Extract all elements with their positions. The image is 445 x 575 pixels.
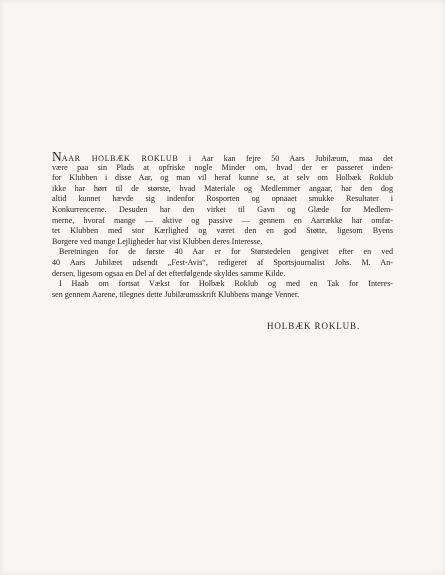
paragraph-2-line: Beretningen for de første 40 Aar er for Størstedelen gengivet efter en ved xyxy=(59,247,393,257)
paragraph-1-line: merne, hvoraf mange — aktive og passive — gennem en Aarrække har omfat- xyxy=(52,215,393,225)
paragraph-3-line: I Haab om fortsat Vækst for Holbæk Roklub og med en Tak for Interes- xyxy=(59,279,393,289)
line-1-rest: i Aar kan fejre 50 Aars Jubilæum, maa det xyxy=(178,154,394,163)
letter-body xyxy=(52,149,394,300)
paragraph-1-line: altid kunnet hævde sig indenfor Rosporten og opnaaet smukke Resultater i xyxy=(52,194,393,204)
paragraph-1-line: ikke har hørt til de største, hvad Materiale og Medlemmer angaar, har den dog xyxy=(52,183,393,193)
paragraph-1-line: for Klubben i disse Aar, og man vil heraf kunne se, at selv om Holbæk Roklub xyxy=(52,173,393,183)
opening-caps: AAR HOLBÆK ROKLUB xyxy=(61,154,179,163)
paragraph-1-line-1 xyxy=(52,149,394,164)
drop-cap: N xyxy=(52,149,62,164)
paragraph-1-line: Konkurrencerne. Desuden har den virket til Gavn og Glæde for Medlem- xyxy=(52,204,393,214)
paragraph-2-line: dersen, ligesom ogsaa en Del af det efterfølgende skyldes samme Kilde. xyxy=(52,268,286,278)
paragraph-1-line: Borgere ved mange Lejligheder har vist Klubben deres Interesse. xyxy=(52,236,263,246)
signature: HOLBÆK ROKLUB. xyxy=(267,321,361,331)
paragraph-2-line: 40 Aars Jubilæet udsendt „Fest-Avis“, redigeret af Sportsjournalist Johs. M. An- xyxy=(52,257,393,267)
paragraph-3-line: sen gennem Aarene, tilegnes dette Jubilæumsskrift Klubbens mange Venner. xyxy=(52,289,300,299)
paragraph-1-line: tet Klubben med stor Kærlighed og været den en god Støtte, ligesom Byens xyxy=(52,226,393,236)
paragraph-1-line: være paa sin Plads at opfriske nogle Minder om, hvad der er passeret inden- xyxy=(52,162,393,172)
